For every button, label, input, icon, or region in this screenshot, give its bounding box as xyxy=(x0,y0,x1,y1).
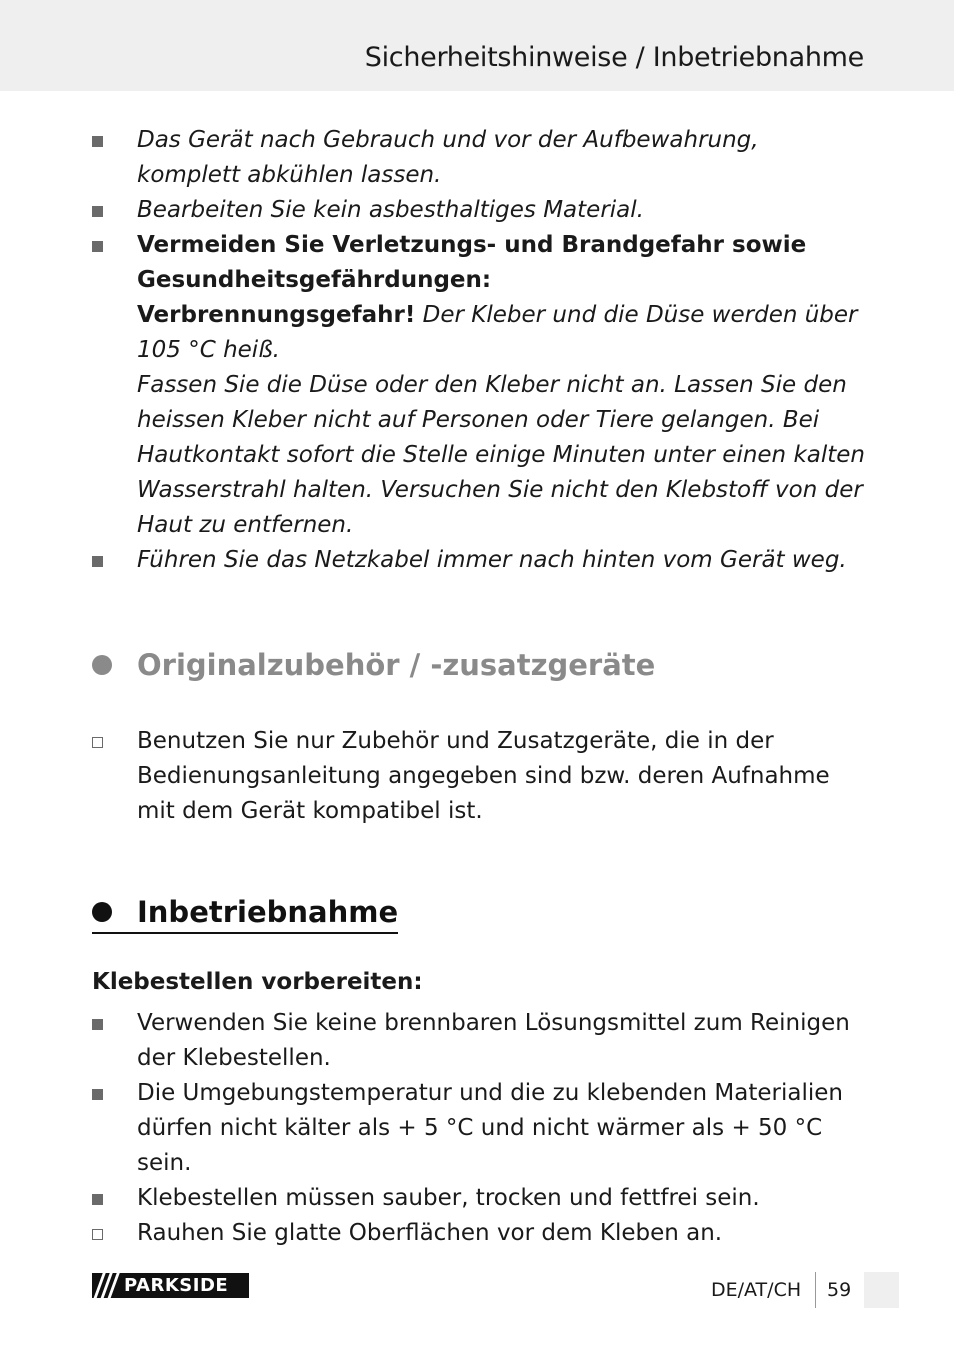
list-item: Die Umgebungstemperatur und die zu klebenden Materialien dürfen nicht kälter als + 5 °C und nicht wärmer als + 50 °C sein. xyxy=(0,1076,867,1181)
accessories-list xyxy=(0,724,954,829)
page-title: Sicherheitshinweise / Inbetriebnahme xyxy=(364,42,864,73)
subheading: Klebestellen vorbereiten: xyxy=(92,969,423,995)
bullet-square-icon xyxy=(92,1019,103,1030)
footer-tab-marker xyxy=(864,1272,899,1308)
safety-list xyxy=(0,123,954,578)
footer-divider xyxy=(815,1272,816,1308)
logo-text: PARKSIDE xyxy=(124,1275,229,1296)
list-item: Verwenden Sie keine brennbaren Lösungsmittel zum Reinigen der Klebestellen. xyxy=(0,1006,867,1076)
bullet-square-icon xyxy=(92,206,103,217)
list-item: Das Gerät nach Gebrauch und vor der Aufbewahrung, komplett abkühlen lassen. xyxy=(0,123,867,193)
list-item: Benutzen Sie nur Zubehör und Zusatzgeräte, die in der Bedienungsanleitung angegeben sind bzw. deren Aufnahme mit dem Gerät kompatibel ist. xyxy=(0,724,867,829)
warning-heading: Vermeiden Sie Verletzungs- und Brandgefahr sowie Gesundheitsgefährdungen: xyxy=(137,232,807,293)
list-item: Rauhen Sie glatte Oberflächen vor dem Kleben an. xyxy=(0,1216,867,1251)
bullet-square-icon xyxy=(92,1194,103,1205)
bullet-open-square-icon xyxy=(92,737,103,748)
burn-warning-label: Verbrennungsgefahr! xyxy=(137,302,416,328)
startup-list xyxy=(0,1006,954,1251)
logo-stripes-icon xyxy=(92,1273,122,1298)
bullet-square-icon xyxy=(92,1089,103,1100)
circle-bullet-icon xyxy=(92,655,112,675)
bullet-square-icon xyxy=(92,136,103,147)
section-heading-accessories: Originalzubehör / -zusatzgeräte xyxy=(92,648,655,682)
bullet-open-square-icon xyxy=(92,1229,103,1240)
warning-paragraph: Fassen Sie die Düse oder den Kleber nicht an. Lassen Sie den heissen Kleber nicht auf Personen oder Tiere gelangen. Bei Hautkontakt sofort die Stelle einige Minuten unter einen kalten Wasserstrahl halten. Versuchen Sie nicht den Klebstoff von der Haut zu entfernen. xyxy=(137,372,865,538)
bullet-square-icon xyxy=(92,556,103,567)
bullet-square-icon xyxy=(92,241,103,252)
brand-logo xyxy=(92,1273,249,1298)
circle-bullet-icon xyxy=(92,902,112,922)
list-item: Klebestellen müssen sauber, trocken und fettfrei sein. xyxy=(0,1181,867,1216)
country-codes: DE/AT/CH xyxy=(711,1279,802,1301)
list-item: Vermeiden Sie Verletzungs- und Brandgefahr sowie Gesundheitsgefährdungen: Verbrennungsgefahr! Der Kleber und die Düse werden über 105 °C heiß. Fassen Sie die Düse oder den Kleber nicht an. Lassen Sie den heissen Kleber nicht auf Personen oder Tiere gelangen. Bei Hautkontakt sofort die Stelle einige Minuten unter einen kalten Wasserstrahl halten. Versuchen Sie nicht den Klebstoff von der Haut zu entfernen. xyxy=(0,228,867,543)
list-item: Bearbeiten Sie kein asbesthaltiges Material. xyxy=(0,193,867,228)
list-item: Führen Sie das Netzkabel immer nach hinten vom Gerät weg. xyxy=(0,543,867,578)
page-header xyxy=(0,0,954,91)
page-number: 59 xyxy=(827,1279,852,1301)
section-heading-startup: Inbetriebnahme xyxy=(92,895,398,934)
